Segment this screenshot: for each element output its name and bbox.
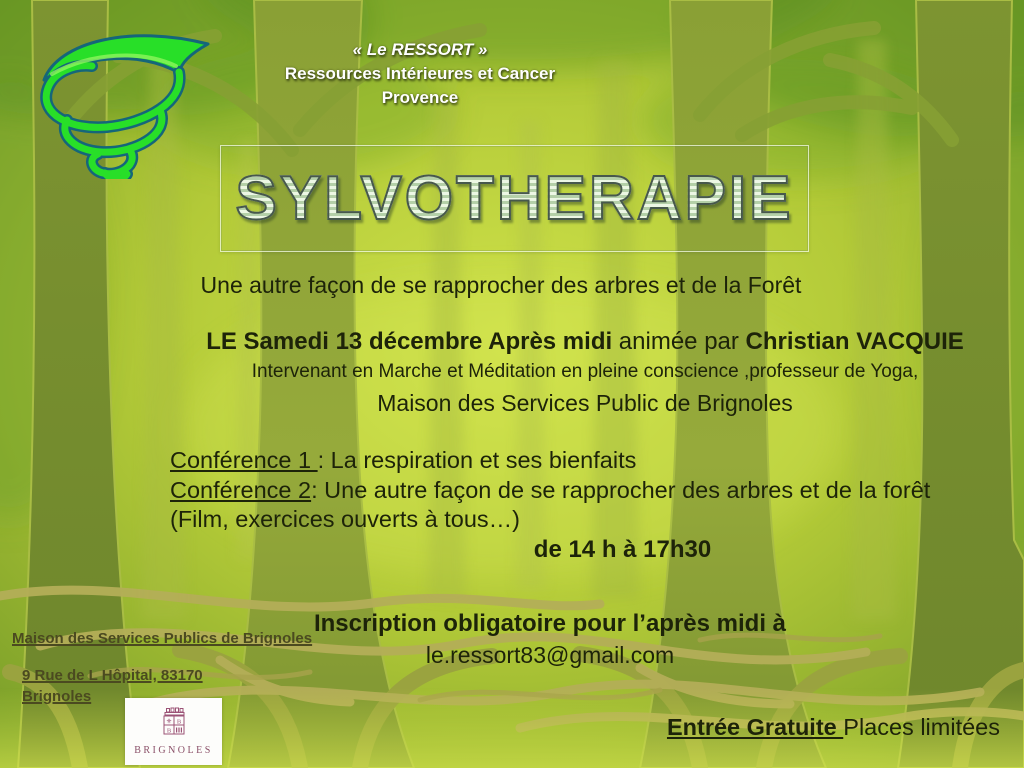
conference-1-desc: : La respiration et ses bienfaits	[317, 447, 637, 473]
session-date-line	[150, 328, 1020, 356]
registration-email: le.ressort83@gmail.com	[425, 642, 675, 668]
session-date: LE Samedi 13 décembre Après midi	[206, 328, 613, 355]
brignoles-logo-caption: BRIGNOLES	[134, 745, 213, 756]
entry-free: Entrée Gratuite	[666, 714, 844, 740]
session-block	[150, 328, 1020, 417]
org-region: Provence	[381, 88, 459, 107]
poster-title: SYLVOTHERAPIE	[235, 163, 794, 233]
film-note: (Film, exercices ouverts à tous…)	[170, 506, 520, 532]
svg-text:⚜: ⚜	[165, 717, 172, 726]
conference-1-label: Conférence 1	[170, 447, 318, 473]
venue-address-street: 9 Rue de L Hôpital, 83170	[22, 667, 203, 684]
tagline: Une autre façon de se rapprocher des arbres et de la Forêt	[200, 272, 802, 298]
conference-1	[170, 446, 970, 476]
speaker-role: Intervenant en Marche et Méditation en pleine conscience ,professeur de Yoga,	[251, 361, 919, 382]
svg-text:B: B	[176, 718, 181, 726]
brignoles-logo	[125, 698, 222, 765]
venue-address-city: Brignoles	[22, 688, 92, 705]
venue-address-block	[12, 630, 322, 707]
svg-text:B: B	[166, 727, 171, 735]
org-name: « Le RESSORT »	[352, 40, 488, 59]
session-connector: animée par	[612, 328, 746, 355]
venue-address-name: Maison des Services Publics de Brignoles	[12, 630, 313, 647]
session-speaker: Christian VACQUIE	[745, 328, 964, 355]
entry-places: Places limitées	[843, 714, 1000, 740]
session-venue: Maison des Services Public de Brignoles	[377, 390, 793, 416]
org-subtitle: Ressources Intérieures et Cancer	[284, 64, 556, 83]
conference-2-desc: : Une autre façon de se rapprocher des arbres et de la forêt	[311, 476, 931, 503]
brignoles-crest-icon	[154, 707, 194, 743]
event-time: de 14 h à 17h30	[533, 536, 712, 563]
conference-2-label: Conférence 2	[170, 476, 312, 503]
conference-2	[170, 476, 970, 506]
registration-text: Inscription obligatoire pour l’après midi à	[313, 610, 787, 637]
org-header	[255, 40, 585, 108]
ressort-spiral-logo	[12, 14, 212, 179]
conference-list	[170, 446, 970, 535]
title-frame	[220, 145, 809, 252]
entry-line	[560, 714, 1000, 741]
